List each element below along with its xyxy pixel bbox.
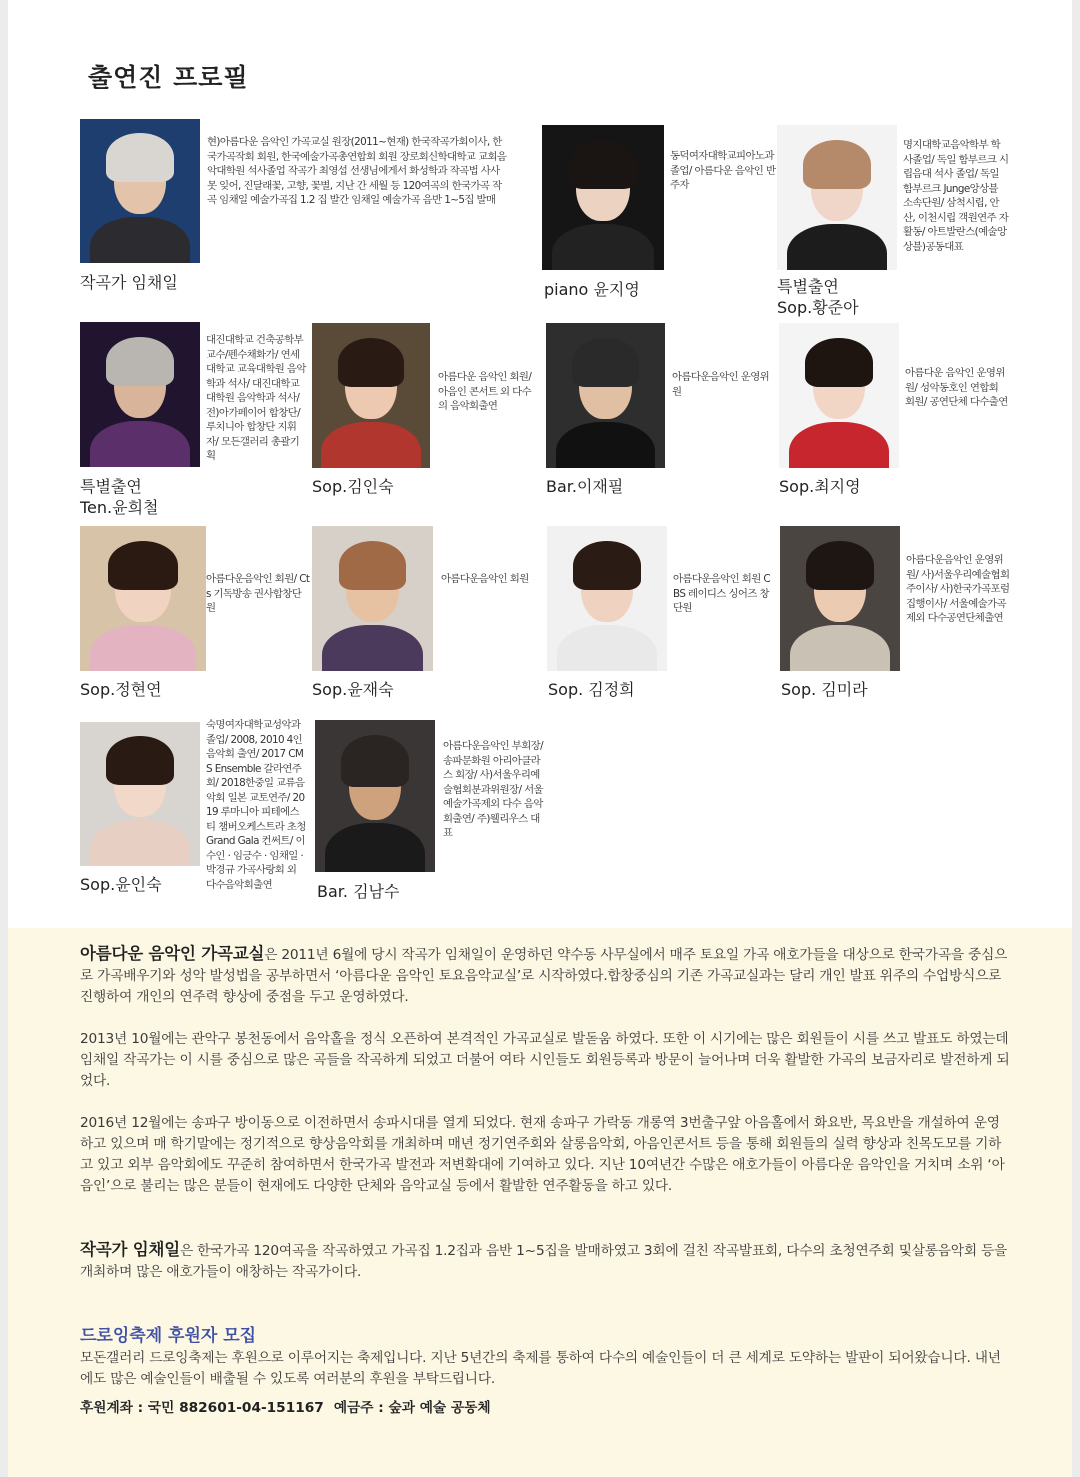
performer-bio: 아름다운음악인 회원/ Cts 기독방송 권사합창단원 bbox=[206, 573, 310, 614]
performer-bio: 숙명여자대학교성악과 졸업/ 2008, 2010 4인음악회 출연/ 2017 CMS Ensemble 갈라연주회/ 2018한중일 교류음악회 일본 교토연주/ 2019 루마니아 피테에스티 챔버오케스트라 초청 Grand Gala 컨써트/ 이수인 · 임긍수 · 임채일 · 박경규 가곡사랑회 외 다수음악회출연 bbox=[206, 719, 306, 891]
sponsor-text: 모돈갤러리 드로잉축제는 후원으로 이루어지는 축제입니다. 지난 5년간의 축제를 통하여 다수의 예술인들이 더 큰 세계로 도약하는 발판이 되어왔습니다. 내년에도 많은 예술인들이 배출될 수 있도록 여러분의 후원을 부탁드립니다. bbox=[80, 1350, 1001, 1387]
account-info bbox=[80, 1396, 501, 1416]
sponsor-title: 드로잉축제 후원자 모집 bbox=[80, 1326, 257, 1346]
performer-photo bbox=[80, 526, 206, 671]
performer-bio: 대진대학교 건축공학부 교수/펜수채화가/ 연세대학교 교육대학원 음악학과 석사/ 대진대학교 대학원 음악학과 석사/ 전)아가페이어 합창단/루치니아 합창단 지휘자/ 모든갤러리 총괄기획 bbox=[206, 334, 306, 462]
performer-name: 작곡가 임채일 bbox=[80, 273, 178, 292]
intro-paragraph: 아름다운 음악인 가곡교실은 2011년 6월에 당시 작곡가 임채일이 운영하던 약수동 사무실에서 매주 토요일 가곡 애호가들을 대상으로 한국가곡을 중심으로 가곡배우기와 성악 발성법을 공부하면서 ‘아름다운 음악인 토요음악교실’로 시작하였다.합창중심의 기존 가곡교실과는 달리 개인 발표 위주의 수업방식으로 진행하여 개인의 연주력 향상에 중점을 두고 운영하였다. bbox=[80, 944, 1008, 1005]
performer-bio: 아름다운 음악인 회원/ 아음인 콘서트 외 다수의 음악회출연 bbox=[438, 371, 532, 412]
performer-name: Bar.이재필 bbox=[546, 477, 624, 496]
performer-photo bbox=[546, 323, 665, 468]
performer-photo bbox=[312, 526, 433, 671]
page-title: 출연진 프로필 bbox=[88, 63, 249, 92]
performer-photo bbox=[780, 526, 900, 671]
performer-bio: 아름다운 음악인 운영위원/ 성악동호인 연합회 회원/ 공연단체 다수출연 bbox=[905, 367, 1008, 408]
performer-photo bbox=[315, 720, 435, 872]
performer-name: Sop.윤인숙 bbox=[80, 875, 162, 894]
performer-name: Sop.김인숙 bbox=[312, 477, 394, 496]
info-section bbox=[8, 928, 1072, 1477]
performer-name: Sop. 김정희 bbox=[548, 680, 635, 699]
performer-bio: 명지대학교음악학부 학사졸업/ 독일 함부르크 시립음대 석사 졸업/ 독일 함부르크 Junge앙상블 소속단원/ 삼척시립, 안산, 이천시립 객원연주 자활동/ 아트발란스(예술앙상블)공동대표 bbox=[903, 139, 1009, 253]
composer-paragraph: 작곡가 임채일은 한국가곡 120여곡을 작곡하였고 가곡집 1.2집과 음반 1~5집을 발매하였고 3회에 걸친 작곡발표회, 다수의 초청연주회 및살롱음악회 등을 개최하며 많은 애호가들이 애창하는 작곡가이다. bbox=[80, 1240, 1008, 1280]
performer-photo bbox=[80, 722, 200, 866]
performer-name: Sop.윤재숙 bbox=[312, 680, 394, 699]
performer-name: Sop.최지영 bbox=[779, 477, 861, 496]
performer-name: piano 윤지영 bbox=[544, 280, 640, 299]
account-holder: 예금주 : 숲과 예술 공동체 bbox=[333, 1400, 491, 1416]
performer-name: 특별출연 Sop.황준아 bbox=[777, 277, 859, 317]
performer-photo bbox=[779, 323, 899, 468]
performer-photo bbox=[542, 125, 664, 270]
performer-photo bbox=[80, 119, 200, 263]
history-paragraph: 2013년 10월에는 관악구 봉천동에서 음악홀을 정식 오픈하여 본격적인 가곡교실로 발돋움 하였다. 또한 이 시기에는 많은 회원들이 시를 쓰고 발표도 하였는데 임채일 작곡가는 이 시를 중심으로 많은 곡들을 작곡하게 되었고 더불어 여타 시인들도 회원등록과 방문이 늘어나며 더욱 활발한 가곡의 보금자리로 발전하게 되었다. bbox=[80, 1031, 1010, 1089]
performer-bio: 동덕여자대학교피아노과 졸업/ 아름다운 음악인 반주자 bbox=[670, 150, 776, 191]
performer-photo bbox=[312, 323, 430, 468]
performer-name: Sop.정현연 bbox=[80, 680, 162, 699]
performer-photo bbox=[80, 322, 200, 467]
program-page bbox=[8, 0, 1072, 1477]
account-number: 후원계좌 : 국민 882601-04-151167 bbox=[80, 1400, 324, 1416]
history-paragraph: 2016년 12월에는 송파구 방이동으로 이전하면서 송파시대를 열게 되었다. 현재 송파구 가락동 개롱역 3번출구앞 아음홀에서 화요반, 목요반을 개설하여 운영하고 있으며 매 학기말에는 정기적으로 향상음악회를 개최하며 매년 정기연주회와 살롱음악회, 아음인콘서트 등을 통해 회원들의 실력 향상과 친목도모를 기하고 있고 외부 음악회에도 꾸준히 참여하면서 한국가곡 발전과 저변확대에 기여하고 있다. 지난 10여년간 수많은 애호가들이 아름다운 음악인을 거치며 소위 ‘아음인’으로 불리는 많은 분들이 현재에도 다양한 단체와 음악교실 등에서 활발한 연주활동을 하고 있다. bbox=[80, 1115, 1005, 1194]
performer-name: Sop. 김미라 bbox=[781, 680, 868, 699]
performer-bio: 아름다운음악인 회원 bbox=[441, 573, 529, 585]
performer-bio: 아름다운음악인 회원 CBS 레이디스 싱어즈 창단원 bbox=[673, 573, 770, 614]
performer-photo bbox=[547, 526, 667, 671]
performer-photo bbox=[777, 125, 897, 270]
performer-bio: 아름다운음악인 부회장/ 송파문화원 아리아클라스 회장/ 사)서울우리예술협회분과위원장/ 서울예술가곡제외 다수 음악회출연/ 주)웰리우스 대표 bbox=[443, 740, 543, 839]
performer-name: 특별출연 Ten.윤희철 bbox=[80, 477, 159, 517]
performer-bio: 아름다운음악인 운영위원/ 사)서울우리예술협회주이사/ 사)한국가곡포럼 집행이사/ 서울예술가곡제외 다수공연단체출연 bbox=[906, 554, 1010, 624]
performer-name: Bar. 김남수 bbox=[317, 882, 400, 901]
performer-bio: 현)아름다운 음악인 가곡교실 원장(2011~현재) 한국작곡가회이사, 한국가곡작회 회원, 한국예술가곡총연합회 회원 장로회신학대학교 교회음악대학원 석사졸업 작곡가 최영섭 선생님에게서 화성학과 작곡법 사사 못 잊어, 진달래꽃, 고향, 꽃별, 지난 간 세월 등 120여곡의 한국가곡 작곡 임채일 예술가곡집 1.2 집 발간 임채일 예술가곡 음반 1~5집 발매 bbox=[207, 136, 507, 206]
performer-bio: 아름다운음악인 운영위원 bbox=[672, 371, 770, 398]
